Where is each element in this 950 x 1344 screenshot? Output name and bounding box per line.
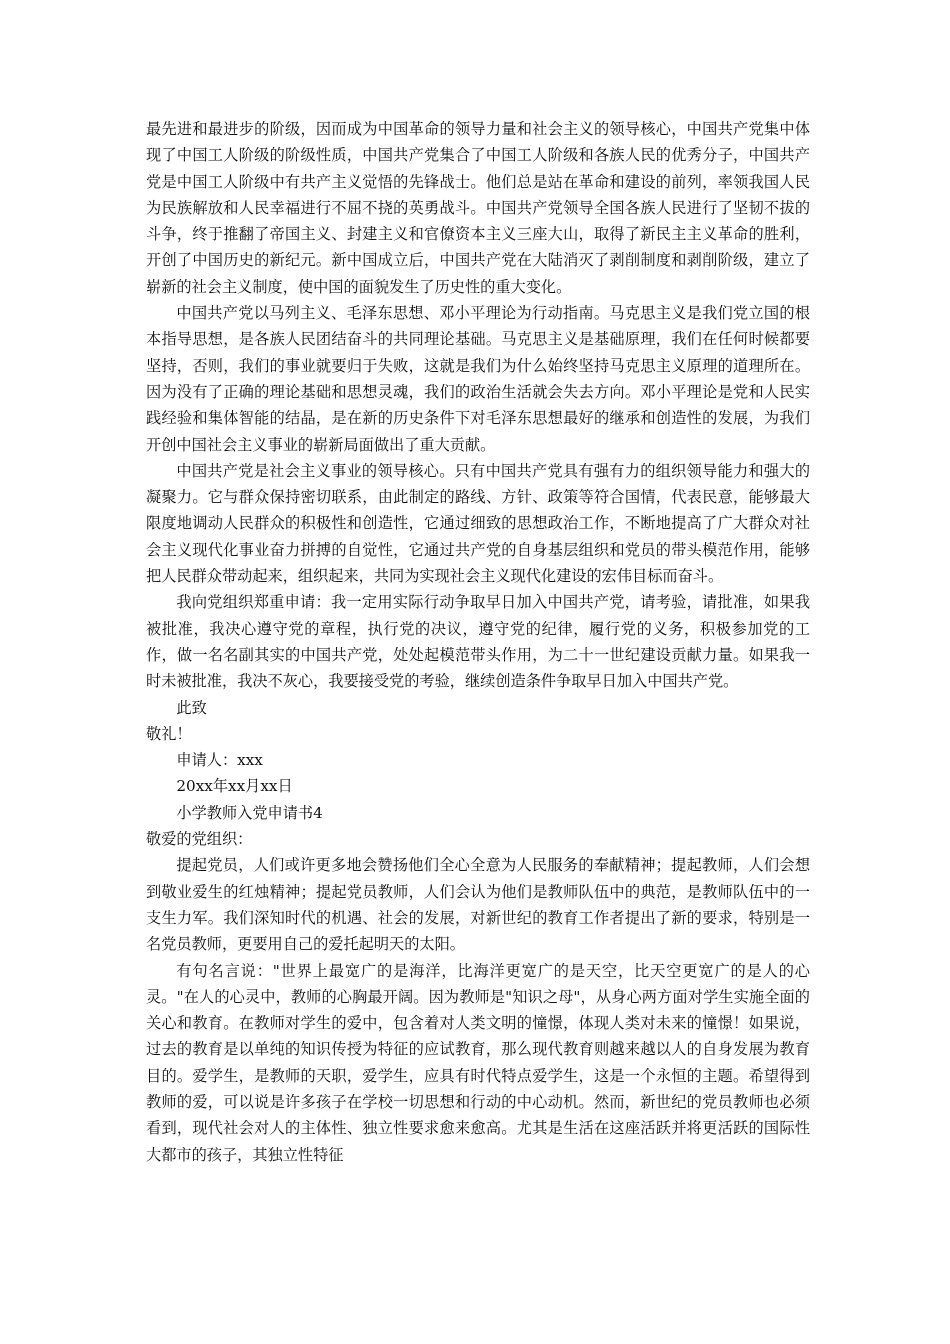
paragraph-application-pledge: 我向党组织郑重申请：我一定用实际行动争取早日加入中国共产党，请考验，请批准，如果我被批准，我决心遵守党的章程，执行党的决议，遵守党的纪律，履行党的义务，积极参加党的工作，做一名名副其实的中国共产党，处处起模范带头作用，为二十一世纪建设贡献力量。如果我一时未被批准，我决不灰心，我要接受党的考验，继续创造条件争取早日加入中国共产党。 [146, 593, 810, 691]
applicant-name: 申请人：xxx [176, 751, 263, 770]
paragraph-guiding-theory: 中国共产党以马列主义、毛泽东思想、邓小平理论为行动指南。马克思主义是我们党立国的根本指导思想，是各族人民团结奋斗的共同理论基础。马克思主义是基础原理，我们在任何时候都要坚持，否则，我们的事业就要归于失败，这就是我们为什么始终坚持马克思主义原理的道理所在。因为没有了正确的理论基础和思想灵魂，我们的政治生活就会失去方向。邓小平理论是党和人民实践经验和集体智能的结晶，是在新的历史条件下对毛泽东思想最好的继承和创造性的发展，为我们开创中国社会主义事业的崭新局面做出了重大贡献。 [146, 304, 810, 454]
section-title: 小学教师入党申请书4 [176, 803, 323, 822]
paragraph-party-teacher: 提起党员，人们或许更多地会赞扬他们全心全意为人民服务的奉献精神；提起教师，人们会想到敬业爱生的红烛精神；提起党员教师，人们会认为他们是教师队伍中的典范，是教师队伍中的一支生力军。我们深知时代的机遇、社会的发展，对新世纪的教育工作者提出了新的要求，特别是一名党员教师，更要用自己的爱托起明天的太阳。 [146, 856, 810, 954]
application-date: 20xx年xx月xx日 [176, 777, 293, 796]
paragraph-teacher-love: 有句名言说："世界上最宽广的是海洋，比海洋更宽广的是天空，比天空更宽广的是人的心灵。"在人的心灵中，教师的心胸最开阔。因为教师是"知识之母"，从身心两方面对学生实施全面的关心和教育。在教师对学生的爱中，包含着对人类文明的憧憬，体现人类对未来的憧憬！如果说，过去的教育是以单纯的知识传授为特征的应试教育，那么现代教育则越来越以人的自身发展为教育目的。爱学生，是教师的天职，爱学生，应具有时代特点爱学生，这是一个永恒的主题。希望得到教师的爱，可以说是许多孩子在学校一切思想和行动的中心动机。然而，新世纪的党员教师也必须看到，现代社会对人的主体性、独立性要求愈来愈高。尤其是生活在这座活跃并将更活跃的国际性大都市的孩子，其独立性特征 [146, 961, 810, 1164]
closing-respect: 敬礼！ [146, 724, 192, 743]
paragraph-leadership-core: 中国共产党是社会主义事业的领导核心。只有中国共产党具有强有力的组织领导能力和强大的凝聚力。它与群众保持密切联系，由此制定的路线、方针、政策等符合国情，代表民意，能够最大限度地调动人民群众的积极性和创造性，它通过细致的思想政治工作，不断地提高了广大群众对社会主义现代化事业奋力拼搏的自觉性，它通过共产党的自身基层组织和党员的带头模范作用，能够把人民群众带动起来，组织起来，共同为实现社会主义现代化建设的宏伟目标而奋斗。 [146, 461, 810, 586]
paragraph-party-nature: 最先进和最进步的阶级，因而成为中国革命的领导力量和社会主义的领导核心，中国共产党集中体现了中国工人阶级的阶级性质，中国共产党集合了中国工人阶级和各族人民的优秀分子，中国共产党是中国工人阶级中有共产主义觉悟的先锋战士。他们总是站在革命和建设的前列，率领我国人民为民族解放和人民幸福进行不屈不挠的英勇战斗。中国共产党领导全国各族人民进行了坚韧不拔的斗争，终于推翻了帝国主义、封建主义和官僚资本主义三座大山，取得了新民主主义革命的胜利，开创了中国历史的新纪元。新中国成立后，中国共产党在大陆消灭了剥削制度和剥削阶级，建立了崭新的社会主义制度，使中国的面貌发生了历史性的重大变化。 [146, 120, 810, 296]
letter-greeting: 敬爱的党组织： [146, 830, 253, 849]
closing-salutation: 此致 [176, 698, 207, 717]
document-page [146, 116, 810, 1168]
